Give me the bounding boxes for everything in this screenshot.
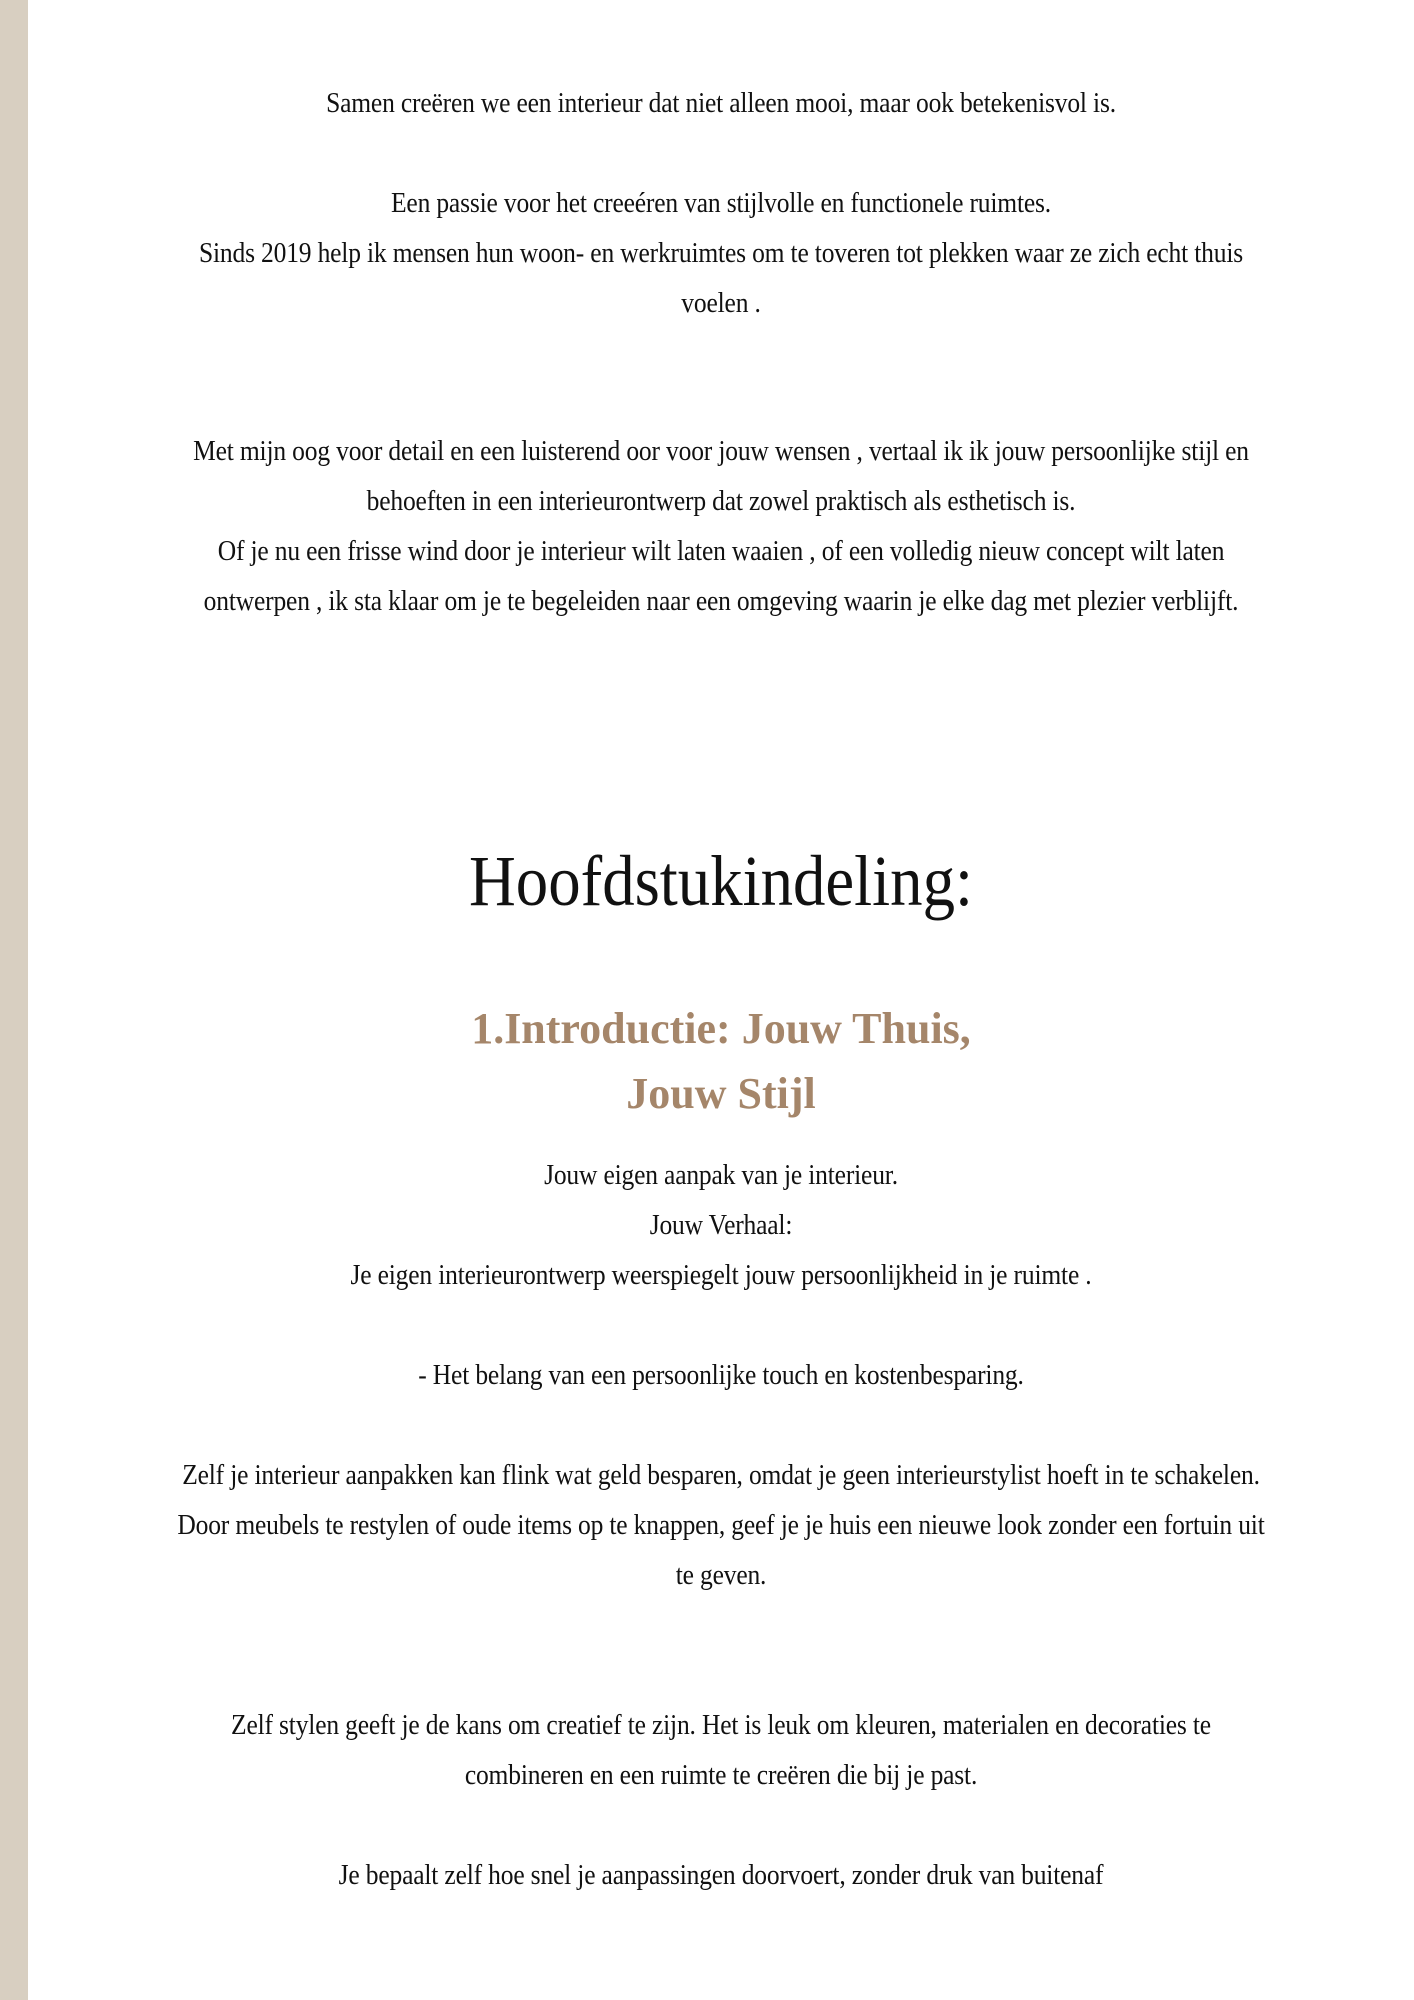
chapter-1-line-10: Je bepaalt zelf hoe snel je aanpassingen doorvoert, zonder druk van buitenaf xyxy=(338,1859,1104,1891)
chapter-overview-heading: Hoofdstukindeling: xyxy=(469,841,973,921)
intro-paragraph-3-line-1: Met mijn oog voor detail en een luisterend oor voor jouw wensen , vertaal ik ik jouw persoonlijke stijl en xyxy=(193,435,1249,467)
chapter-1-title-line-2: Jouw Stijl xyxy=(626,1069,816,1118)
chapter-1-line-6: Door meubels te restylen of oude items op te knappen, geef je je huis een nieuwe look zonder een fortuin uit xyxy=(177,1509,1265,1541)
chapter-1-line-3: Je eigen interieurontwerp weerspiegelt jouw persoonlijkheid in je ruimte . xyxy=(350,1259,1092,1291)
intro-paragraph-2-line-1: Een passie voor het creeéren van stijlvolle en functionele ruimtes. xyxy=(390,187,1051,219)
intro-paragraph-3-line-3: Of je nu een frisse wind door je interieur wilt laten waaien , of een volledig nieuw concept wilt laten xyxy=(217,535,1225,567)
chapter-1-line-5: Zelf je interieur aanpakken kan flink wat geld besparen, omdat je geen interieurstylist hoeft in te schakelen. xyxy=(182,1459,1260,1491)
side-decorative-stripe xyxy=(0,0,28,2000)
chapter-1-line-7: te geven. xyxy=(675,1559,767,1591)
intro-paragraph-1: Samen creëren we een interieur dat niet alleen mooi, maar ook betekenisvol is. xyxy=(326,87,1116,119)
chapter-1-line-1: Jouw eigen aanpak van je interieur. xyxy=(544,1159,898,1191)
chapter-1-line-8: Zelf stylen geeft je de kans om creatief te zijn. Het is leuk om kleuren, materialen en decoraties te xyxy=(231,1709,1211,1741)
intro-paragraph-2-line-3: voelen . xyxy=(681,287,761,319)
chapter-1-line-4: - Het belang van een persoonlijke touch en kostenbesparing. xyxy=(418,1359,1024,1391)
chapter-1-line-9: combineren en een ruimte te creëren die bij je past. xyxy=(464,1759,978,1791)
chapter-1-line-2: Jouw Verhaal: xyxy=(649,1209,793,1241)
chapter-1-title-line-1: 1.Introductie: Jouw Thuis, xyxy=(471,1004,971,1053)
intro-paragraph-3-line-4: ontwerpen , ik sta klaar om je te begeleiden naar een omgeving waarin je elke dag met plezier verblijft. xyxy=(203,585,1239,617)
intro-paragraph-2-line-2: Sinds 2019 help ik mensen hun woon- en werkruimtes om te toveren tot plekken waar ze zich echt thuis xyxy=(198,237,1244,269)
intro-paragraph-3-line-2: behoeften in een interieurontwerp dat zowel praktisch als esthetisch is. xyxy=(366,485,1076,517)
document-page xyxy=(28,0,1414,2000)
